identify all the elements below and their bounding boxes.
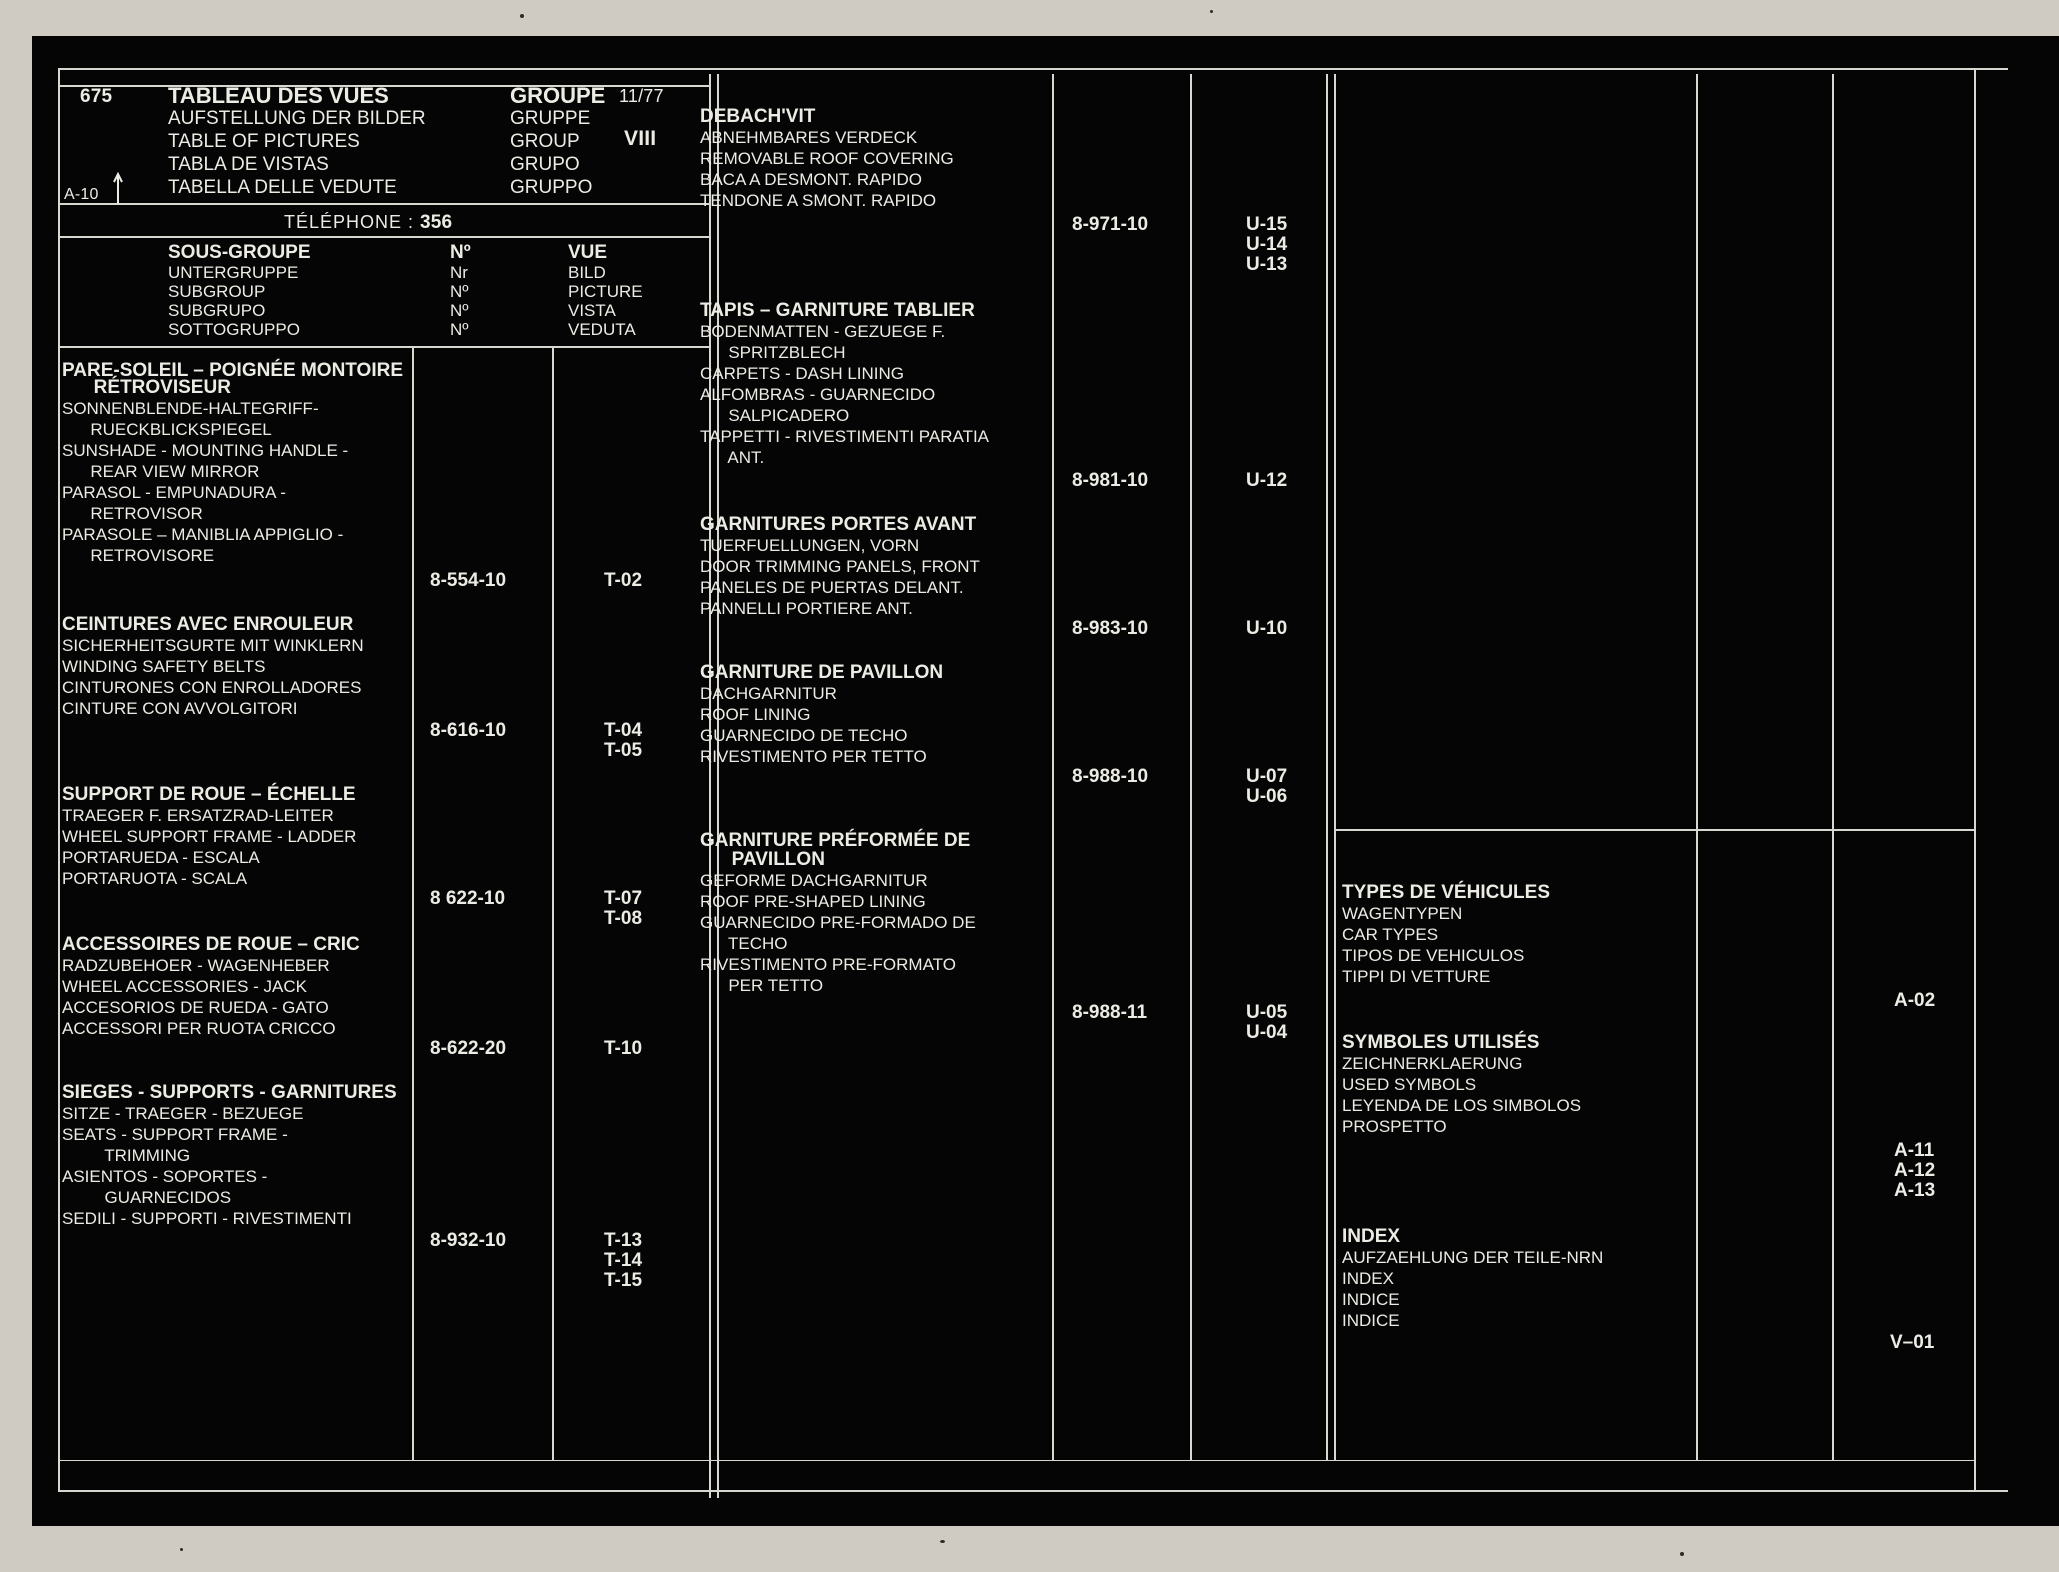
number-header xyxy=(450,242,471,339)
section-symbols xyxy=(1342,1032,1581,1137)
frame-top xyxy=(58,68,2008,70)
part-number: 8-554-10 xyxy=(430,570,507,591)
section-line: PORTARUOTA - SCALA xyxy=(62,869,248,888)
view-code: U-15 xyxy=(1246,214,1288,235)
section-line: GEFORME DACHGARNITUR xyxy=(700,871,928,890)
section-preshaped-lining xyxy=(700,830,976,996)
frame-right xyxy=(1974,68,1976,1492)
section-line: RETROVISORE xyxy=(62,546,215,565)
footer-rule xyxy=(60,1460,1974,1461)
section-title: INDEX xyxy=(1342,1226,1401,1247)
group-en: GROUP xyxy=(510,131,580,152)
col-rule-mid-2 xyxy=(1190,74,1192,1460)
view-code: T-05 xyxy=(604,740,643,761)
part-number: 8-988-10 xyxy=(1072,766,1149,787)
section-line: PORTARUEDA - ESCALA xyxy=(62,848,260,867)
section-title: RÉTROVISEUR xyxy=(62,377,231,398)
group-number: VIII xyxy=(624,127,657,150)
view-code: T-13 xyxy=(604,1230,643,1251)
part-number: 8-622-20 xyxy=(430,1038,507,1059)
section-line: WHEEL ACCESSORIES - JACK xyxy=(62,977,307,996)
dust-speck xyxy=(1680,1552,1684,1556)
view-code: A-12 xyxy=(1894,1160,1936,1181)
group-de: GRUPPE xyxy=(510,108,591,129)
section-line: INDICE xyxy=(1342,1311,1400,1330)
section-line: GUARNECIDOS xyxy=(62,1188,232,1207)
section-line: RUECKBLICKSPIEGEL xyxy=(62,420,272,439)
section-line: SONNENBLENDE-HALTEGRIFF- xyxy=(62,399,319,418)
double-rule-c xyxy=(1326,74,1328,1460)
section-line: CAR TYPES xyxy=(1342,925,1439,944)
section-line: INDICE xyxy=(1342,1290,1400,1309)
section-line: INDEX xyxy=(1342,1269,1394,1288)
subgroup-it: SOTTOGRUPPO xyxy=(168,320,300,339)
group-fr: GROUPE xyxy=(510,83,606,108)
view-de: BILD xyxy=(568,263,606,282)
view-code: T-02 xyxy=(604,570,643,591)
section-title: GARNITURES PORTES AVANT xyxy=(700,514,977,535)
section-sunshade xyxy=(62,360,403,566)
part-number: 8 622-10 xyxy=(430,888,506,909)
part-number: 8-932-10 xyxy=(430,1230,507,1251)
part-number: 8-616-10 xyxy=(430,720,507,741)
view-code: T-04 xyxy=(604,720,643,741)
section-line: LEYENDA DE LOS SIMBOLOS xyxy=(1342,1096,1582,1115)
section-line: SUNSHADE - MOUNTING HANDLE - xyxy=(62,441,349,460)
section-line: REAR VIEW MIRROR xyxy=(62,462,260,481)
column-header-rule xyxy=(60,346,711,348)
view-code: U-04 xyxy=(1246,1022,1288,1043)
view-code: U-06 xyxy=(1246,786,1288,807)
catalog-sheet xyxy=(32,36,2059,1526)
section-line: ALFOMBRAS - GUARNECIDO xyxy=(700,385,936,404)
view-code: A-13 xyxy=(1894,1180,1936,1201)
double-rule-d xyxy=(1334,74,1336,1460)
telephone-rule xyxy=(60,236,711,238)
section-line: PARASOL - EMPUNADURA - xyxy=(62,483,286,502)
section-title: GARNITURE DE PAVILLON xyxy=(700,662,944,683)
view-code: U-13 xyxy=(1246,254,1288,275)
edition-date: 11/77 xyxy=(619,86,664,106)
section-line: TAPPETTI - RIVESTIMENTI PARATIA xyxy=(700,427,990,446)
section-line: SEATS - SUPPORT FRAME - xyxy=(62,1125,288,1144)
right-split-rule xyxy=(1336,829,1974,831)
title-es: TABLA DE VISTAS xyxy=(168,154,329,175)
section-line: PARASOLE – MANIBLIA APPIGLIO - xyxy=(62,525,344,544)
section-line: ASIENTOS - SOPORTES - xyxy=(62,1167,268,1186)
up-arrow-icon xyxy=(113,172,123,204)
view-code: A-02 xyxy=(1894,990,1936,1011)
section-line: SEDILI - SUPPORTI - RIVESTIMENTI xyxy=(62,1209,352,1228)
section-line: ROOF LINING xyxy=(700,705,811,724)
part-number: 8-971-10 xyxy=(1072,214,1149,235)
view-fr: VUE xyxy=(568,242,608,263)
telephone-label: TÉLÉPHONE : xyxy=(284,212,415,232)
view-code: V–01 xyxy=(1890,1332,1935,1353)
section-line: GUARNECIDO DE TECHO xyxy=(700,726,908,745)
view-code: T-15 xyxy=(604,1270,643,1291)
section-removable-roof xyxy=(700,106,954,211)
section-line: TIPOS DE VEHICULOS xyxy=(1342,946,1525,965)
section-line: ACCESORIOS DE RUEDA - GATO xyxy=(62,998,329,1017)
section-title: GARNITURE PRÉFORMÉE DE xyxy=(700,830,971,851)
section-line: DOOR TRIMMING PANELS, FRONT xyxy=(700,557,980,576)
section-line: PANELES DE PUERTAS DELANT. xyxy=(700,578,964,597)
title-fr: TABLEAU DES VUES xyxy=(168,83,389,108)
section-line: ACCESSORI PER RUOTA CRICCO xyxy=(62,1019,336,1038)
section-vehicle-types xyxy=(1342,882,1550,987)
section-line: TUERFUELLUNGEN, VORN xyxy=(700,536,920,555)
section-line: USED SYMBOLS xyxy=(1342,1075,1477,1094)
section-line: ROOF PRE-SHAPED LINING xyxy=(700,892,926,911)
section-line: GUARNECIDO PRE-FORMADO DE xyxy=(700,913,976,932)
view-en: PICTURE xyxy=(568,282,643,301)
section-line: DACHGARNITUR xyxy=(700,684,837,703)
section-line: AUFZAEHLUNG DER TEILE-NRN xyxy=(1342,1248,1604,1267)
header-box-bottom xyxy=(60,203,711,205)
view-code: U-07 xyxy=(1246,766,1288,787)
section-line: RETROVISOR xyxy=(62,504,203,523)
number-fr: Nº xyxy=(450,242,471,263)
part-number: 8-981-10 xyxy=(1072,470,1149,491)
col-rule-left-2 xyxy=(552,348,554,1460)
page-number: 675 xyxy=(80,86,113,107)
group-it: GRUPPO xyxy=(510,177,593,198)
title-en: TABLE OF PICTURES xyxy=(168,131,360,152)
section-line: TIPPI DI VETTURE xyxy=(1342,967,1491,986)
col-rule-right-1 xyxy=(1696,74,1698,1460)
part-number: 8-983-10 xyxy=(1072,618,1149,639)
number-es: Nº xyxy=(450,301,469,320)
view-code: U-12 xyxy=(1246,470,1288,491)
section-line: SPRITZBLECH xyxy=(700,343,846,362)
view-code: T-10 xyxy=(604,1038,643,1059)
section-line: TENDONE A SMONT. RAPIDO xyxy=(700,191,937,210)
section-index xyxy=(1342,1226,1603,1331)
subgroup-fr: SOUS-GROUPE xyxy=(168,242,311,263)
section-line: WINDING SAFETY BELTS xyxy=(62,657,266,676)
section-line: CARPETS - DASH LINING xyxy=(700,364,905,383)
col-rule-right-2 xyxy=(1832,74,1834,1460)
number-en: Nº xyxy=(450,282,469,301)
view-it: VEDUTA xyxy=(568,320,636,339)
section-title: TYPES DE VÉHICULES xyxy=(1342,882,1550,903)
section-seats xyxy=(62,1082,397,1229)
section-line: ABNEHMBARES VERDECK xyxy=(700,128,918,147)
section-title: PARE-SOLEIL – POIGNÉE MONTOIRE xyxy=(62,360,403,381)
dust-speck xyxy=(1210,10,1213,13)
section-wheel-support xyxy=(62,784,356,889)
section-wheel-accessories xyxy=(62,934,360,1039)
section-title: SUPPORT DE ROUE – ÉCHELLE xyxy=(62,784,356,805)
section-line: PROSPETTO xyxy=(1342,1117,1447,1136)
section-line: RADZUBEHOER - WAGENHEBER xyxy=(62,956,330,975)
view-header xyxy=(568,242,643,339)
subgroup-es: SUBGRUPO xyxy=(168,301,266,320)
section-line: WAGENTYPEN xyxy=(1342,904,1463,923)
section-front-door-panels xyxy=(700,514,980,619)
view-code: U-14 xyxy=(1246,234,1288,255)
section-roof-lining xyxy=(700,662,943,767)
section-title: CEINTURES AVEC ENROULEUR xyxy=(62,614,354,635)
dust-speck xyxy=(940,1540,945,1543)
view-code: T-07 xyxy=(604,888,643,909)
section-line: ANT. xyxy=(700,448,765,467)
view-code: U-05 xyxy=(1246,1002,1288,1023)
frame-left xyxy=(58,68,60,1492)
number-it: Nº xyxy=(450,320,469,339)
part-number: 8-988-11 xyxy=(1072,1002,1148,1023)
subgroup-header xyxy=(168,242,311,339)
section-title: SYMBOLES UTILISÉS xyxy=(1342,1032,1540,1053)
section-line: BODENMATTEN - GEZUEGE F. xyxy=(700,322,946,341)
double-rule-a xyxy=(709,74,711,1498)
title-de: AUFSTELLUNG DER BILDER xyxy=(168,108,426,129)
view-code: T-08 xyxy=(604,908,643,929)
view-es: VISTA xyxy=(568,301,616,320)
section-line: TECHO xyxy=(700,934,788,953)
number-de: Nr xyxy=(450,263,468,282)
section-title: SIEGES - SUPPORTS - GARNITURES xyxy=(62,1082,397,1103)
section-line: TRIMMING xyxy=(62,1146,191,1165)
section-line: RIVESTIMENTO PER TETTO xyxy=(700,747,927,766)
header-groups xyxy=(510,84,605,199)
section-line: PANNELLI PORTIERE ANT. xyxy=(700,599,913,618)
subgroup-en: SUBGROUP xyxy=(168,282,266,301)
section-seatbelts xyxy=(62,614,364,719)
section-title: PAVILLON xyxy=(700,849,825,870)
subgroup-de: UNTERGRUPPE xyxy=(168,263,299,282)
title-it: TABELLA DELLE VEDUTE xyxy=(168,177,397,198)
col-rule-left-1 xyxy=(412,348,414,1460)
dust-speck xyxy=(180,1548,183,1551)
dust-speck xyxy=(520,14,524,18)
section-title: ACCESSOIRES DE ROUE – CRIC xyxy=(62,934,360,955)
section-title: DEBACH'VIT xyxy=(700,106,816,127)
section-line: SITZE - TRAEGER - BEZUEGE xyxy=(62,1104,304,1123)
section-line: ZEICHNERKLAERUNG xyxy=(1342,1054,1523,1073)
group-es: GRUPO xyxy=(510,154,580,175)
view-code: A-11 xyxy=(1894,1140,1935,1161)
page-ref: A-10 xyxy=(64,186,99,203)
telephone-value: 356 xyxy=(420,212,453,233)
double-rule-b xyxy=(717,74,719,1498)
section-carpets xyxy=(700,300,989,468)
section-line: REMOVABLE ROOF COVERING xyxy=(700,149,954,168)
section-line: CINTURONES CON ENROLLADORES xyxy=(62,678,362,697)
section-line: SICHERHEITSGURTE MIT WINKLERN xyxy=(62,636,364,655)
section-title: TAPIS – GARNITURE TABLIER xyxy=(700,300,975,321)
view-code: U-10 xyxy=(1246,618,1288,639)
section-line: SALPICADERO xyxy=(700,406,850,425)
view-code: T-14 xyxy=(604,1250,643,1271)
section-line: CINTURE CON AVVOLGITORI xyxy=(62,699,298,718)
section-line: PER TETTO xyxy=(700,976,824,995)
frame-bottom xyxy=(58,1490,2008,1492)
header-titles xyxy=(168,84,426,199)
section-line: TRAEGER F. ERSATZRAD-LEITER xyxy=(62,806,334,825)
section-line: BACA A DESMONT. RAPIDO xyxy=(700,170,923,189)
section-line: RIVESTIMENTO PRE-FORMATO xyxy=(700,955,956,974)
section-line: WHEEL SUPPORT FRAME - LADDER xyxy=(62,827,357,846)
col-rule-mid-1 xyxy=(1052,74,1054,1460)
